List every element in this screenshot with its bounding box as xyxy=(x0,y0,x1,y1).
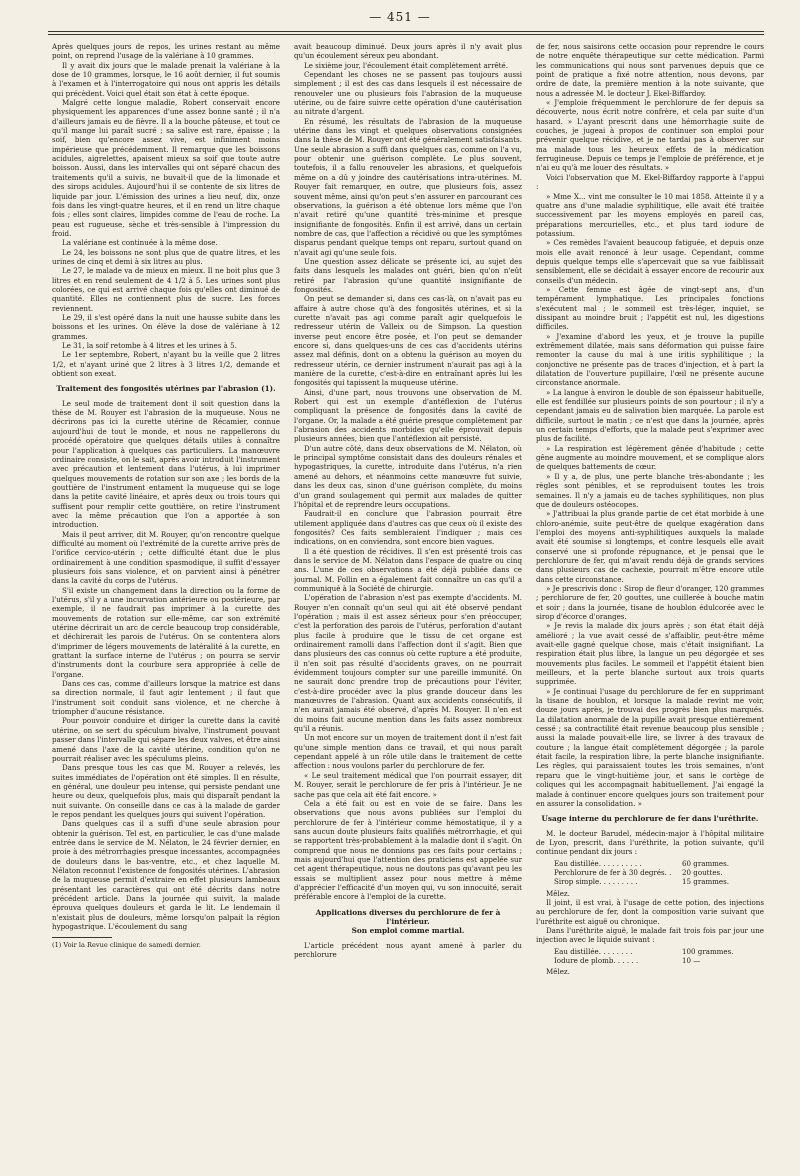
ingredient: Perchlorure de fer à 30 degrés. . xyxy=(554,867,672,877)
paragraph: « Le seul traitement médical que l'on pourrait essayer, dit M. Rouyer, serait le perchlorure de fer pris à l'intérieur. Je ne sache pas que cela ait été fait encore. » xyxy=(294,770,522,799)
paragraph: M. le docteur Barudel, médecin-major à l'hôpital militaire de Lyon, prescrit, dans l'uréthrite, la potion suivante, qu'il continue pendant dix jours : xyxy=(536,828,764,857)
heading-line: Applications diverses du perchlorure de fer à l'intérieur. xyxy=(315,907,501,927)
quantity: 100 grammes. xyxy=(682,946,734,956)
section-heading-abrasion: Traitement des fongosités utérines par l'abrasion (1). xyxy=(56,384,276,394)
paragraph: avait beaucoup diminué. Deux jours après il n'y avait plus qu'un écoulement séreux peu abondant. xyxy=(294,42,522,61)
prescription-potion xyxy=(554,859,764,887)
paragraph: Mais il peut arriver, dit M. Rouyer, qu'on rencontre quelque difficulté au moment où l'extrémité de la curette arrive près de l'orifice cervico-utérin ; cette difficulté étant due le plus ordinairement à une condition spasmodique, il suffit d'essayer plusieurs fois sans violence, et on parvient ainsi à pénétrer dans la cavité du corps de l'utérus. xyxy=(52,529,280,586)
paragraph: » Mme X... vint me consulter le 10 mai 1858. Atteinte il y a quatre ans d'une maladie syphilitique, elle avait été traitée successivement par les moyens employés en pareil cas, préparations mercurielles, etc., et plus tard iodure de potassium. xyxy=(536,191,764,238)
paragraph: Ainsi, d'une part, nous trouvons une observation de M. Robert qui est un exemple d'antéflexion de l'utérus compliquant la présence de fongosités dans la cavité de l'organe. Or, la malade a été guérie presque complètement par l'abrasion des accidents morbides qu'elle éprouvait depuis plusieurs années, bien que l'antéflexion ait persisté. xyxy=(294,387,522,444)
paragraph: » La respiration est légèrement gênée d'habitude ; cette gêne augmente au moindre mouvement, et se complique alors de quelques battements de cœur. xyxy=(536,443,764,472)
paragraph: Le 31, la soif retombe à 4 litres et les urines à 5. xyxy=(62,341,237,350)
footnote-separator xyxy=(52,937,112,938)
paragraph: Voici l'observation que M. Ekel-Biffardoy rapporte à l'appui : xyxy=(536,172,764,192)
prescription-line xyxy=(554,877,764,886)
paragraph: Cependant les choses ne se passent pas toujours aussi simplement ; il est des cas dans lesquels il est nécessaire de renouveler une ou plusieurs fois l'abrasion de la muqueuse utérine, ou de faire suivre cette opération d'une cautérisation au nitrate d'argent. xyxy=(294,70,522,117)
paragraph: de fer, nous saisirons cette occasion pour reprendre le cours de notre enquête thérapeutique sur cette médication. Parmi les communications qui nous sont parvenues depuis que ce point de pratique a fixé notre attention, nous devons, par ordre de date, la première mention à la note suivante, que nous a adressée M. le docteur J. Ekel-Biffardoy. xyxy=(536,42,764,98)
paragraph: Après quelques jours de repos, les urines restant au même point, on reprend l'usage de la valériane à 10 grammes. xyxy=(52,42,280,61)
paragraph: Pour pouvoir conduire et diriger la curette dans la cavité utérine, on se sert du spéculum bivalve, l'instrument pouvant passer dans l'intervalle qui sépare les deux valves, et être ainsi amené dans l'axe de la cavité utérine, condition qu'on ne pourrait réaliser avec les spéculums pleins. xyxy=(52,716,280,763)
heading-line: Son emploi comme martial. xyxy=(351,926,465,936)
column-3 xyxy=(536,42,764,1162)
paragraph: Le 1er septembre, Robert, n'ayant bu la veille que 2 litres 1/2, et n'ayant uriné que 2 litres à 3 litres 1/2, demande et obtient son exeat. xyxy=(52,350,280,379)
prescription-injection xyxy=(554,947,764,966)
paragraph: Dans l'uréthrite aiguë, le malade fait trois fois par jour une injection avec le liquide suivant : xyxy=(536,926,764,945)
paragraph: S'il existe un changement dans la direction ou la forme de l'utérus, s'il y a une incurvation antérieure ou postérieure, par exemple, il ne faudrait pas imprimer à la curette des mouvements de rotation sur elle-même, car son extrémité utérine décrirait un arc de cercle beaucoup trop considérable, et déchirerait les parois de l'utérus. On se contentera alors d'imprimer de légers mouvements de latéralité à la curette, en grattant la surface interne de l'utérus ; on pourra se servir d'instruments dont la courbure sera appropriée à celle de l'organe. xyxy=(52,585,280,679)
paragraph: Faudrait-il en conclure que l'abrasion pourrait être utilement appliquée dans d'autres cas que ceux où il existe des fongosités? Ces faits sembleraient l'indiquer ; mais ces indications, on en conviendra, sont encore bien vagues. xyxy=(294,509,522,547)
paragraph: Il y avait dix jours que le malade prenait la valériane à la dose de 10 grammes, lorsque, le 16 août dernier, il fut soumis à l'examen et à l'interrogatoire qui nous ont appris les détails qui précèdent. Voici quel était son état à cette époque. xyxy=(52,60,280,98)
ingredient: Eau distillée. . . . . . . . . . xyxy=(554,858,642,868)
paragraph: Dans presque tous les cas que M. Rouyer a relevés, les suites immédiates de l'opération ont été simples. Il en résulte, en général, une douleur peu intense, qui persiste pendant une heure ou deux, quelquefois plus, mais qui disparaît pendant la nuit suivante. On conseille dans ce cas à la malade de garder le repos pendant les quelques jours qui suivent l'opération. xyxy=(52,763,280,819)
paragraph: » Cette femme est âgée de vingt-sept ans, d'un tempérament lymphatique. Les principales fonctions s'exécutent mal ; le sommeil est très-léger, inquiet, se dissipant au moindre bruit ; l'appétit est nul, les digestions difficiles. xyxy=(536,284,764,332)
paragraph: En résumé, les résultats de l'abrasion de la muqueuse utérine dans les vingt et quelques observations consignées dans la thèse de M. Rouyer ont été généralement satisfaisants. Une seule abrasion a suffi dans quelques cas, comme on l'a vu, pour obtenir une guérison complète. Le plus souvent, toutefois, il a fallu renouveler les abrasions, et quelquefois même on a dû y joindre des cautérisations intra-utérines. M. Rouyer fait remarquer, en outre, que plusieurs fois, assez souvent même, ainsi qu'on peut s'en assurer en parcourant ces observations, la guérison a été obtenue lors même que l'on n'avait retiré qu'une quantité très-minime et presque insignifiante de fongosités. Enfin il est arrivé, dans un certain nombre de cas, que l'affection a récidivé ou que les symptômes disparus pendant quelque temps ont reparu, surtout quand on n'avait agi qu'une seule fois. xyxy=(294,116,522,257)
paragraph: » La langue à environ le double de son épaisseur habituelle, elle est fendillée sur plusieurs points de son pourtour ; il n'y a cependant jamais eu de salivation bien marquée. La parole est difficile, surtout le matin ; ce n'est que dans la journée, après un certain temps d'efforts, que la malade peut s'exprimer avec plus de facilité. xyxy=(536,387,764,444)
col1-paragraphs-b xyxy=(52,399,280,932)
paragraph: Un mot encore sur un moyen de traitement dont il n'est fait qu'une simple mention dans ce travail, et qui nous paraît cependant appelé à un rôle utile dans le traitement de cette affection : nous voulons parler du perchlorure de fer. xyxy=(294,733,522,771)
paragraph: Le 24, les boissons ne sont plus que de quatre litres, et les urines de cinq et demi à six litres au plus. xyxy=(52,247,280,266)
column-1 xyxy=(52,42,280,1162)
paragraph: Dans quelques cas il a suffi d'une seule abrasion pour obtenir la guérison. Tel est, en particulier, le cas d'une malade entrée dans le service de M. Nélaton, le 24 février dernier, en proie à des métrorrhagies presque incessantes, accompagnées de douleurs dans le bas-ventre, etc., et chez laquelle M. Nélaton reconnut l'existence de fongosités utérines. L'abrasion de la muqueuse permit d'extraire en effet plusieurs lambeaux présentant les caractères qui ont été décrits dans notre précédent article. Dans la journée qui suivit, la malade éprouva quelques douleurs et garda le lit. Le lendemain il n'existait plus de douleurs, même lorsqu'on palpait la région hypogastrique. L'écoulement du sang xyxy=(52,819,280,932)
prescription-line xyxy=(554,859,764,868)
quantity: 10 — xyxy=(682,956,701,966)
col3-paragraphs-b xyxy=(536,829,764,857)
text-columns xyxy=(52,42,764,1162)
paragraph: » J'examine d'abord les yeux, et je trouve la pupille extrêmement dilatée, mais sans déformation qui puisse faire remonter la cause du mal à une iritis syphilitique ; la conjonctive ne présente pas de traces d'injection, et à part la dilatation de l'ouverture pupillaire, l'œil ne présente aucune circonstance anormale. xyxy=(536,331,764,388)
paragraph: Une question assez délicate se présente ici, au sujet des faits dans lesquels les malades ont guéri, bien qu'on n'eût retiré par l'abrasion qu'une quantité insignifiante de fongosités. xyxy=(294,256,522,294)
prescription-line xyxy=(554,947,764,956)
prescription-line xyxy=(554,956,764,965)
ingredient: Sirop simple. . . . . . . . . xyxy=(554,877,638,887)
paragraph: » Je continuai l'usage du perchlorure de fer en supprimant la tisane de houblon, et lorsque la malade revint me voir, douze jours après, je trouvai des progrès bien plus marqués. La dilatation anormale de la pupille avait presque entièrement cessé ; sa contractilité était revenue beaucoup plus sensible ; aussi la malade pouvait-elle lire, se livrer à des travaux de couture ; la langue était complètement dégorgée ; la parole était facile, la respiration libre, la perte blanche insignifiante. Les règles, qui paraissaient toutes les trois semaines, n'ont reparu que le vingt-huitième jour, et sans le cortège de coliques qui les accompagnait habituellement. J'ai engagé la malade à continuer encore quelques jours son traitement pour en assurer la consolidation. » xyxy=(536,686,764,808)
col2-paragraphs-b xyxy=(294,941,522,960)
header-rule xyxy=(48,31,764,32)
footnote: (1) Voir la Revue clinique de samedi dernier. xyxy=(52,941,201,950)
header-rule-double xyxy=(48,34,764,35)
paragraph: Il a été question de récidives. Il s'en est présenté trois cas dans le service de M. Nélaton dans l'espace de quatre ou cinq ans. L'une de ces observations a été déjà publiée dans ce journal. M. Follin en a également fait connaître un cas qu'il a communiqué à la Société de chirurgie. xyxy=(294,546,522,593)
melez-label: Mêlez. xyxy=(546,967,570,977)
quantity: 15 grammes. xyxy=(682,877,729,887)
paragraph: Dans ces cas, comme d'ailleurs lorsque la matrice est dans sa direction normale, il faut agir lentement ; il faut que l'instrument soit conduit sans violence, et ne cherche à triompher d'aucune résistance. xyxy=(52,679,280,717)
paragraph: Le seul mode de traitement dont il soit question dans la thèse de M. Rouyer est l'abrasion de la muqueuse. Nous ne décrirons pas ici la curette utérine de Récamier, connue aujourd'hui de tout le monde, et nous ne rappellerons du procédé opératoire que quelques détails utiles à connaître pour l'application à quelques cas particuliers. La manœuvre ordinaire consiste, on le sait, après avoir introduit l'instrument avec précaution et lentement dans l'utérus, à lui imprimer quelques mouvements de rotation sur son axe ; les bords de la gouttière de l'instrument entament la muqueuse qui se loge dans la petite cavité linéaire, et après deux ou trois tours qui suffisent pour remplir cette gouttière, on retire l'instrument avec la même précaution que l'on a apportée à son introduction. xyxy=(52,398,280,530)
section-heading-perchlorure xyxy=(294,908,522,936)
col1-paragraphs-a xyxy=(52,42,280,378)
col3-paragraphs-c xyxy=(536,898,764,945)
paragraph: D'un autre côté, dans deux observations de M. Nélaton, où le principal symptôme consistait dans des douleurs rénales et hypogastriques, la curette, introduite dans l'utérus, n'a rien amené au dehors, et néanmoins cette manœuvre fut suivie, dans les deux cas, sinon d'une guérison complète, du moins d'un grand soulagement qui permit aux malades de quitter l'hôpital et de reprendre leurs occupations. xyxy=(294,443,522,509)
paragraph: Il joint, il est vrai, à l'usage de cette potion, des injections au perchlorure de fer, dont la composition varie suivant que l'uréthrite est aiguë ou chronique. xyxy=(536,898,764,926)
paragraph: « J'emploie fréquemment le perchlorure de fer depuis sa découverte, nous écrit notre confrère, et cela par suite d'un hasard. » L'ayant prescrit dans une hémorrhagie suite de couches, je jugeai à propos de continuer son emploi pour prévenir quelque récidive, et je ne tardai pas à observer sur ma malade tous les heureux effets de la médication ferrugineuse. Depuis ce temps je l'emploie de préférence, et je n'ai eu qu'à me louer des résultats. » xyxy=(536,98,764,173)
col3-paragraphs-a xyxy=(536,42,764,808)
paragraph: On peut se demander si, dans ces cas-là, on n'avait pas eu affaire à autre chose qu'à des fongosités utérines, et si la curette n'avait pas agi comme paraît agir quelquefois le redresseur utérin de Valleix ou de Simpson. La question inverse peut encore être posée, et l'on peut se demander encore si, dans quelques-uns de ces cas d'accidents utérins assez mal définis, dont on a obtenu la guérison au moyen du redresseur utérin, ce dernier instrument n'aurait pas agi à la manière de la curette, c'est-à-dire en entraînant après lui les fongosités qui tapissent la muqueuse utérine. xyxy=(294,294,522,388)
paragraph: » J'attribuai la plus grande partie de cet état morbide à une chloro-anémie, suite peut-être de quelque exagération dans l'emploi des moyens anti-syphilitiques auxquels la malade avait été soumise si longtemps, et contre lesquels elle avait conservé une si profonde répugnance, et je pensai que le perchlorure de fer, qui m'avait rendu déjà de grands services dans plusieurs cas de cachexie, pourrait m'être encore utile dans cette circonstance. xyxy=(536,509,764,584)
paragraph: L'article précédent nous ayant amené à parler du perchlorure xyxy=(294,940,522,960)
col2-paragraphs-a xyxy=(294,42,522,902)
paragraph: Le 27, le malade va de mieux en mieux. Il ne boit plus que 3 litres et en rend seulement de 4 1/2 à 5. Les urines sont plus colorées, ce qui est arrivé chaque fois qu'elles ont diminué de quantité. Elles ne contiennent plus de sucre. Les forces reviennent. xyxy=(52,266,280,313)
page-number: — 451 — xyxy=(369,10,431,24)
paragraph: Cela a été fait ou est en voie de se faire. Dans les observations que nous avons publiées sur l'emploi du perchlorure de fer à l'intérieur comme hémostatique, il y a sans aucun doute plusieurs faits qualifiés métrorrhagie, et qui se rapportent très-probablement à la maladie dont il s'agit. On comprend que nous ne donnions pas ces faits pour certains ; mais aujourd'hui que l'attention des praticiens est appelée sur cet agent thérapeutique, nous ne doutons pas qu'avant peu les essais se multiplient assez pour nous mettre à même d'apprécier l'efficacité d'un moyen qui, vu son innocuité, serait préférable encore à l'emploi de la curette. xyxy=(294,798,522,902)
paragraph: Le sixième jour, l'écoulement était complètement arrêté. xyxy=(304,60,508,70)
paragraph: » Je revis la malade dix jours après ; son état était déjà amélioré ; la vue avait cessé de s'affaiblir, peut-être même avait-elle gagné quelque chose, mais c'était insignifiant. La respiration était plus libre, la langue un peu dégorgée et ses mouvements plus faciles. Le sommeil et l'appétit étaient bien meilleurs, et la perte blanche surtout aux trois quarts supprimée. xyxy=(536,621,764,687)
ingredient: Iodure de plomb. . . . . . xyxy=(554,956,639,966)
column-2 xyxy=(294,42,522,1162)
paragraph: » Ces remèdes l'avaient beaucoup fatiguée, et depuis onze mois elle avait renoncé à leur usage. Cependant, comme depuis quelque temps elle s'apercevait que sa vue faiblissait sensiblement, elle se décidait à essayer encore de recourir aux conseils d'un médecin. xyxy=(536,238,764,285)
prescription-line xyxy=(554,868,764,877)
paragraph: La valériane est continuée à la même dose. xyxy=(62,238,218,248)
paragraph: Le 29, il s'est opéré dans la nuit une hausse subite dans les boissons et les urines. On élève la dose de valériane à 12 grammes. xyxy=(52,312,280,341)
paragraph: » Il y a, de plus, une perte blanche très-abondante ; les règles sont pénibles, et se reproduisent toutes les trois semaines. Il n'y a jamais eu de taches syphilitiques, non plus que de douleurs ostéocopes. xyxy=(536,471,764,509)
paragraph: Malgré cette longue maladie, Robert conservait encore physiquement les apparences d'une assez bonne santé ; il n'a d'ailleurs jamais eu de fièvre. Il a la bouche pâteuse, et tout ce qu'il mange lui paraît sucré ; sa salive est rare, épaisse ; la soif, bien qu'encore assez vive, est infiniment moins impérieuse que précédemment. Il remarque que les boissons acidules, aigrelettes, apaisent mieux sa soif que toute autre boisson. Aussi, dans les intervalles qui ont séparé chacun des traitements qu'il a suivis, ne buvait-il que de la limonade et des sirops acidules. Aujourd'hui il se contente de six litres de liquide par jour. L'émission des urines a lieu neuf, dix, onze fois dans les vingt-quatre heures, et il en rend un litre chaque fois ; elles sont claires, limpides comme de l'eau de roche. La peau est rugueuse, sèche et très-sensible à l'impression du froid. xyxy=(52,98,280,238)
section-heading-urethrite: Usage interne du perchlorure de fer dans l'uréthrite. xyxy=(541,814,759,824)
melez-label: Mêlez. xyxy=(546,888,570,898)
quantity: 60 grammes. xyxy=(682,858,729,868)
paragraph: » Je prescrivis donc : Sirop de fleur d'oranger, 120 grammes ; perchlorure de fer, 20 gouttes, une cuillerée à bouche matin et soir ; dans la journée, tisane de houblon édulcorée avec le sirop d'écorce d'oranges. xyxy=(536,583,764,621)
ingredient: Eau distillée. . . . . . . . xyxy=(554,946,633,956)
quantity: 20 gouttes. xyxy=(682,867,723,877)
paragraph: L'opération de l'abrasion n'est pas exempte d'accidents. M. Rouyer n'en connaît qu'un seul qui ait été observé pendant l'opération ; mais il est assez sérieux pour s'en préoccuper, c'est la perforation des parois de l'utérus, perforation d'autant plus facile à produire que le tissu de cet organe est ordinairement ramolli dans l'affection dont il s'agit. Bien que dans plusieurs des cas connus où cette rupture a été produite, il n'en soit pas résulté d'accidents graves, on ne pourrait évidemment toujours compter sur une pareille immunité. On ne saurait donc prendre trop de précautions pour l'éviter, c'est-à-dire procéder avec la plus grande douceur dans les manœuvres de l'abrasion. Quant aux accidents consécutifs, il n'en aurait jamais été observé, d'après M. Rouyer. Il n'en est du moins fait aucune mention dans les faits assez nombreux qu'il a réunis. xyxy=(294,593,522,734)
